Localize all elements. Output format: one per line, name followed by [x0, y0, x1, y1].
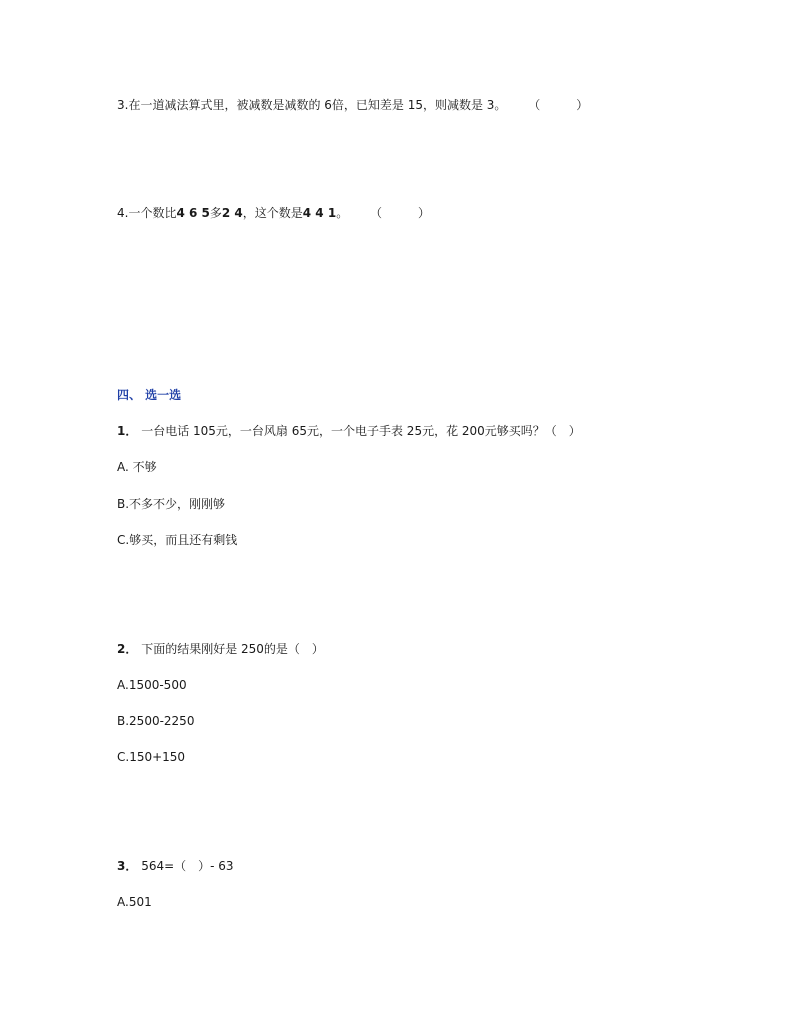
question-mid2: ，这个数是 [242, 206, 303, 220]
question-mid: 多 [209, 206, 222, 220]
option-a[interactable]: A. 不够 [117, 460, 157, 474]
mc-question-3 [117, 858, 234, 874]
question-number: 3． [117, 859, 138, 873]
option-a[interactable]: A.1500-500 [117, 678, 187, 692]
option-c[interactable]: C.150+150 [117, 750, 186, 764]
option-c[interactable]: C.够买，而且还有剩钱 [117, 533, 238, 547]
option-b[interactable]: B.2500-2250 [117, 714, 195, 728]
question-text: 3.在一道减法算式里，被减数是减数的 6倍，已知差是 15，则减数是 3。 [117, 98, 507, 112]
question-number: 2． [117, 642, 138, 656]
answer-blank[interactable]: （ ） [528, 98, 589, 112]
question-text: 564=（ ）- 63 [141, 859, 234, 873]
answer-blank[interactable]: （ ） [370, 206, 431, 220]
question-number: 1． [117, 424, 138, 438]
section-heading: 四、 选一选 [117, 388, 182, 402]
mc-question-1 [117, 423, 581, 439]
number-465: 4 6 5 [176, 206, 210, 220]
option-b[interactable]: B.不多不少，刚刚够 [117, 497, 226, 511]
number-441: 4 4 1 [302, 206, 337, 220]
number-24: 2 4 [221, 206, 243, 220]
question-text: 下面的结果刚好是 250的是（ ） [141, 642, 324, 656]
question-end: 。 [336, 206, 349, 220]
mc-question-2 [117, 641, 324, 657]
question-text: 一台电话 105元，一台风扇 65元，一个电子手表 25元，花 200元够买吗？（ ） [141, 424, 581, 438]
judge-question-4 [117, 205, 430, 221]
judge-question-3 [117, 97, 588, 113]
option-a[interactable]: A.501 [117, 895, 152, 909]
question-prefix: 4.一个数比 [117, 206, 177, 220]
